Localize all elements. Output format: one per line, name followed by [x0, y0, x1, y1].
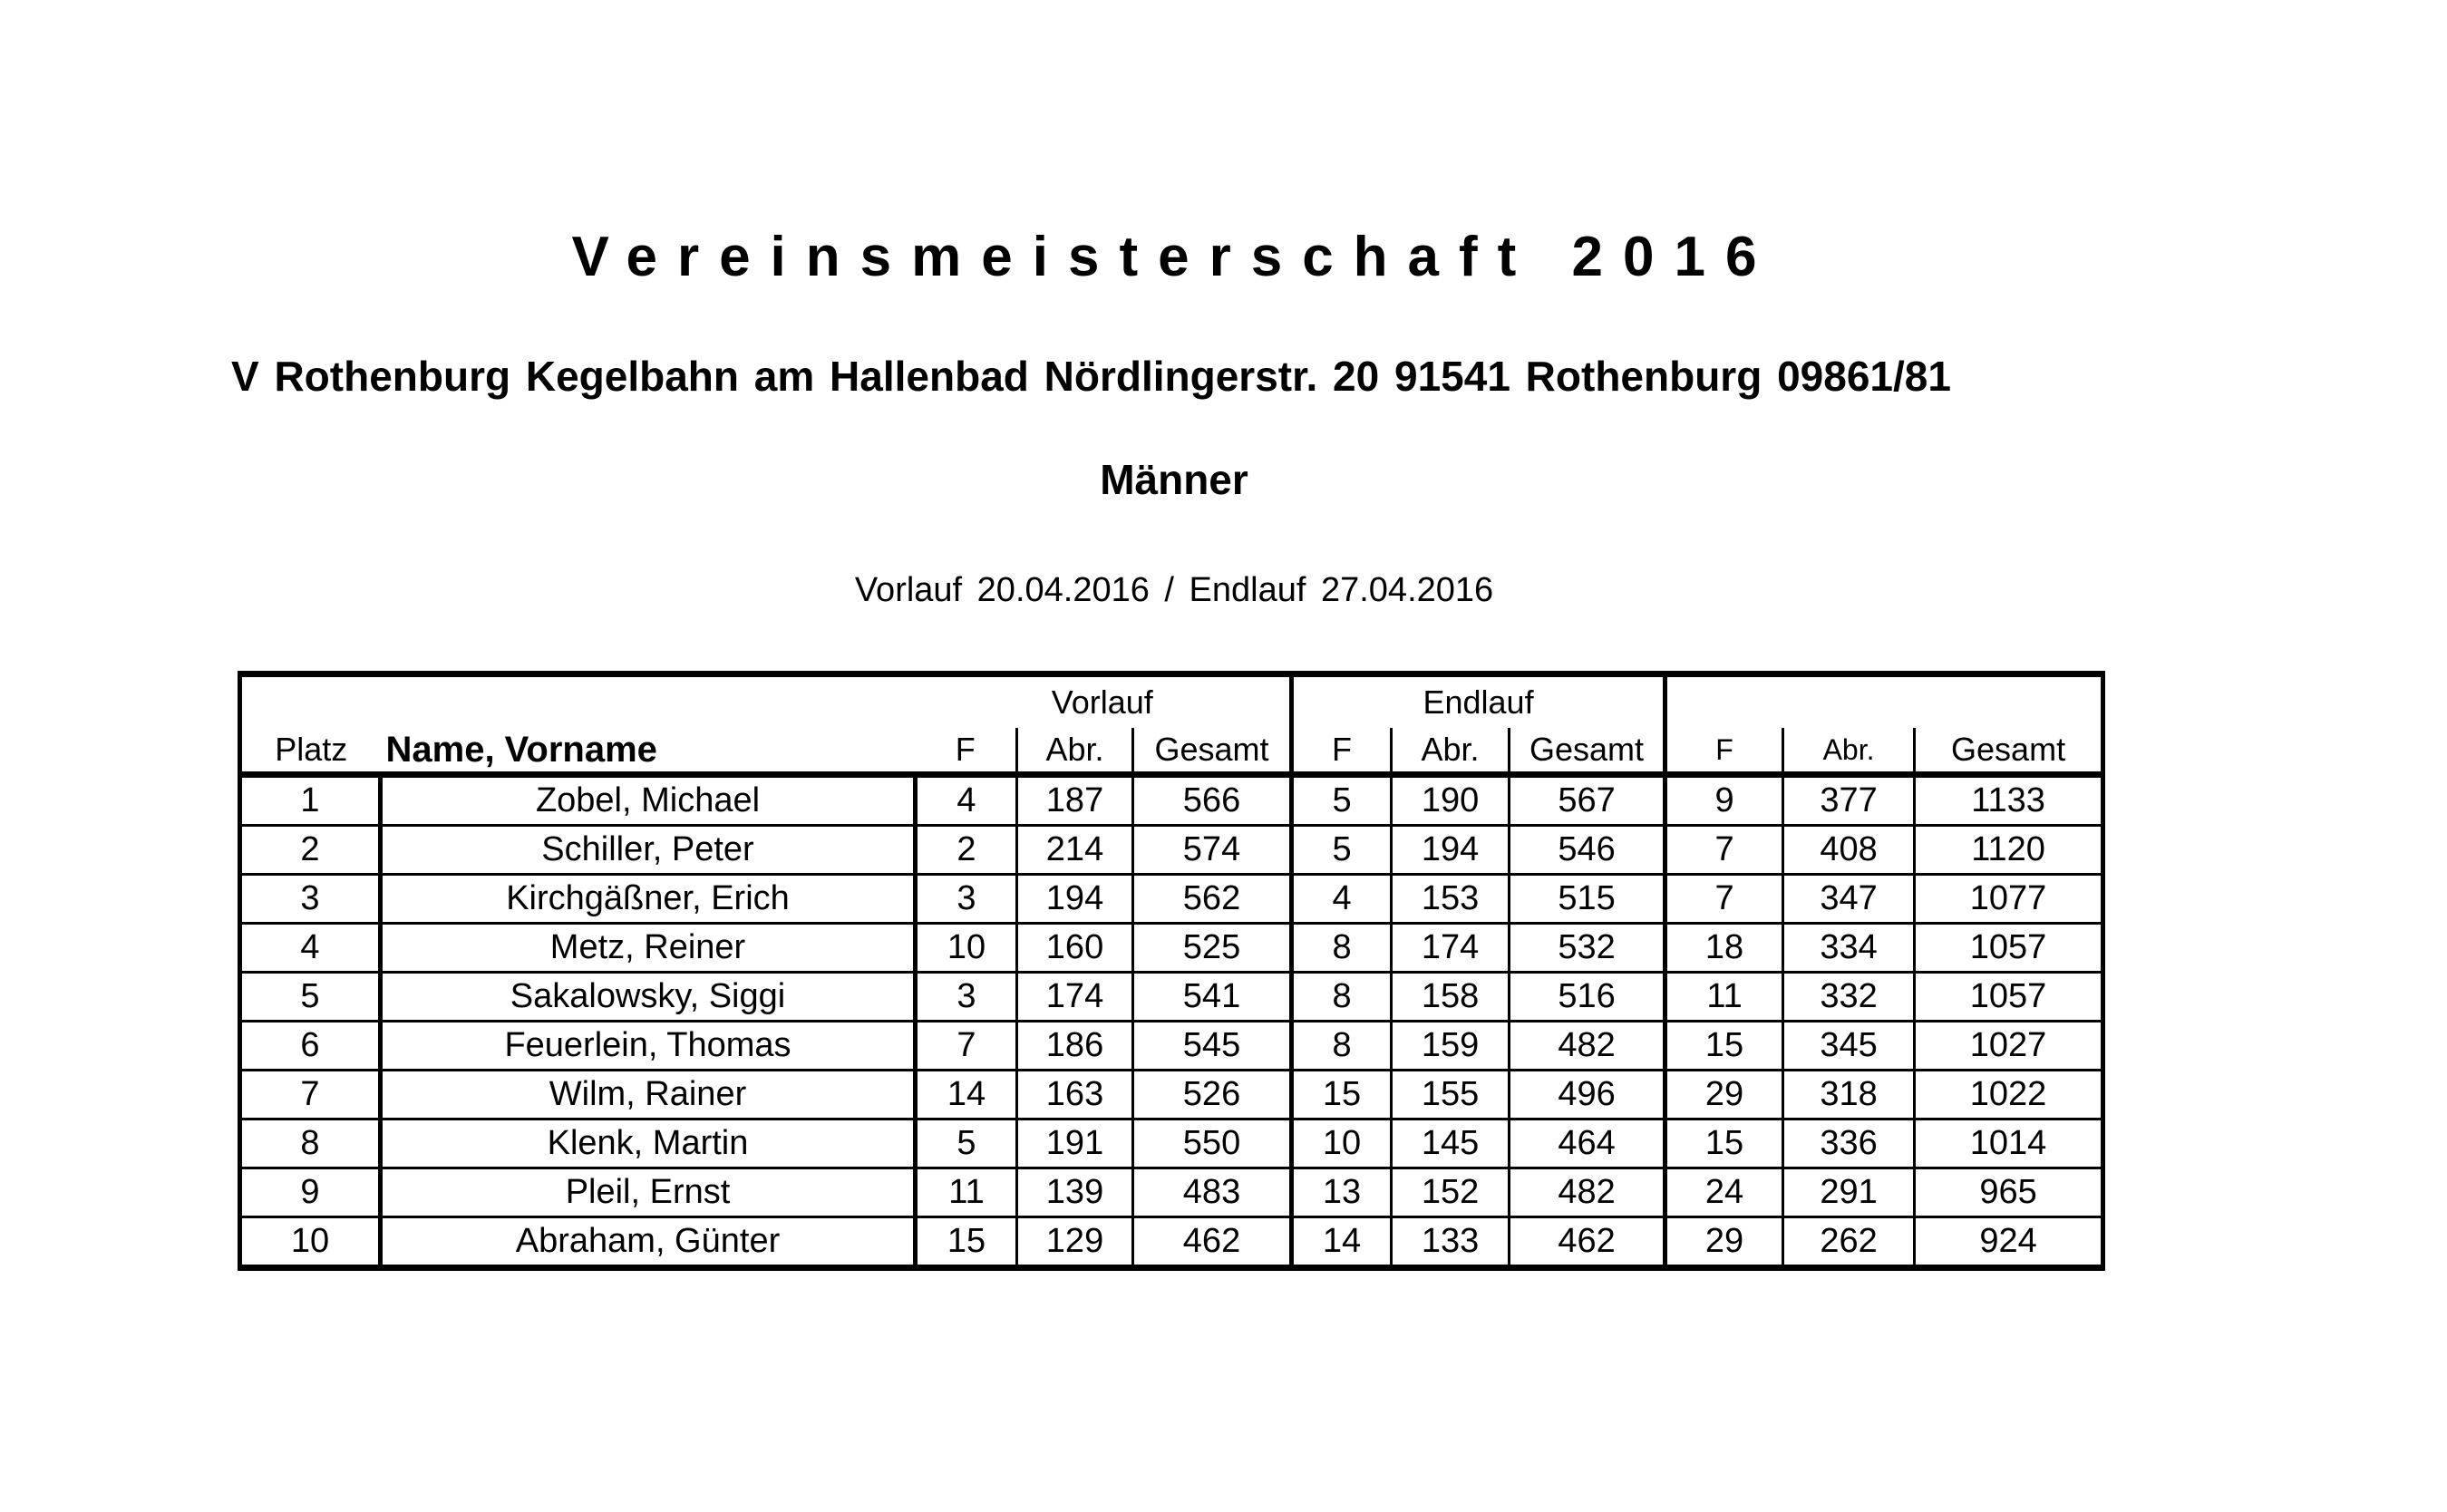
- cell-total-gesamt: 924: [1915, 1217, 2103, 1268]
- cell-endlauf-f: 8: [1292, 924, 1392, 973]
- cell-total-gesamt: 965: [1915, 1168, 2103, 1217]
- table-row: [240, 1168, 2103, 1217]
- cell-vorlauf-gesamt: 483: [1133, 1168, 1292, 1217]
- cell-platz: 1: [240, 775, 381, 826]
- cell-vorlauf-gesamt: 525: [1133, 924, 1292, 973]
- col-header-vorlauf-gesamt: Gesamt: [1133, 728, 1292, 775]
- cell-vorlauf-f: 14: [916, 1071, 1017, 1119]
- cell-name: Zobel, Michael: [381, 775, 916, 826]
- cell-name: Feuerlein, Thomas: [381, 1022, 916, 1071]
- cell-total-f: 11: [1665, 973, 1783, 1022]
- cell-vorlauf-f: 10: [916, 924, 1017, 973]
- cell-endlauf-f: 8: [1292, 973, 1392, 1022]
- cell-platz: 9: [240, 1168, 381, 1217]
- cell-endlauf-gesamt: 515: [1510, 875, 1665, 924]
- cell-platz: 3: [240, 875, 381, 924]
- cell-endlauf-gesamt: 496: [1510, 1071, 1665, 1119]
- cell-vorlauf-gesamt: 526: [1133, 1071, 1292, 1119]
- cell-vorlauf-f: 3: [916, 875, 1017, 924]
- cell-vorlauf-gesamt: 574: [1133, 826, 1292, 875]
- cell-vorlauf-abr: 187: [1017, 775, 1133, 826]
- cell-platz: 8: [240, 1119, 381, 1168]
- cell-vorlauf-gesamt: 566: [1133, 775, 1292, 826]
- table-row: [240, 775, 2103, 826]
- cell-vorlauf-f: 11: [916, 1168, 1017, 1217]
- cell-endlauf-gesamt: 532: [1510, 924, 1665, 973]
- cell-platz: 10: [240, 1217, 381, 1268]
- cell-total-abr: 291: [1783, 1168, 1915, 1217]
- vorlauf-group-header: Vorlauf: [916, 674, 1292, 729]
- column-header-row: [240, 728, 2103, 775]
- cell-vorlauf-f: 5: [916, 1119, 1017, 1168]
- table-row: [240, 826, 2103, 875]
- col-header-endlauf-abr: Abr.: [1392, 728, 1510, 775]
- cell-name: Kirchgäßner, Erich: [381, 875, 916, 924]
- cell-name: Pleil, Ernst: [381, 1168, 916, 1217]
- cell-vorlauf-gesamt: 562: [1133, 875, 1292, 924]
- cell-total-gesamt: 1120: [1915, 826, 2103, 875]
- cell-total-f: 9: [1665, 775, 1783, 826]
- cell-endlauf-abr: 145: [1392, 1119, 1510, 1168]
- cell-platz: 4: [240, 924, 381, 973]
- cell-total-abr: 345: [1783, 1022, 1915, 1071]
- cell-total-f: 29: [1665, 1217, 1783, 1268]
- cell-vorlauf-abr: 129: [1017, 1217, 1133, 1268]
- table-row: [240, 1217, 2103, 1268]
- cell-vorlauf-gesamt: 550: [1133, 1119, 1292, 1168]
- col-header-total-f: F: [1665, 728, 1783, 775]
- table-row: [240, 875, 2103, 924]
- col-header-vorlauf-abr: Abr.: [1017, 728, 1133, 775]
- cell-vorlauf-gesamt: 545: [1133, 1022, 1292, 1071]
- cell-vorlauf-abr: 186: [1017, 1022, 1133, 1071]
- cell-total-abr: 262: [1783, 1217, 1915, 1268]
- cell-endlauf-f: 15: [1292, 1071, 1392, 1119]
- cell-platz: 5: [240, 973, 381, 1022]
- cell-endlauf-abr: 153: [1392, 875, 1510, 924]
- cell-endlauf-gesamt: 464: [1510, 1119, 1665, 1168]
- club-address-line: V Rothenburg Kegelbahn am Hallenbad Nördlingerstr. 20 91541 Rothenburg 09861/81: [231, 353, 1951, 400]
- endlauf-group-header: Endlauf: [1292, 674, 1665, 729]
- cell-vorlauf-abr: 160: [1017, 924, 1133, 973]
- cell-total-abr: 377: [1783, 775, 1915, 826]
- cell-platz: 6: [240, 1022, 381, 1071]
- col-header-platz: Platz: [240, 728, 381, 775]
- cell-total-f: 7: [1665, 826, 1783, 875]
- cell-endlauf-abr: 155: [1392, 1071, 1510, 1119]
- table-row: [240, 973, 2103, 1022]
- cell-total-abr: 347: [1783, 875, 1915, 924]
- table-row: [240, 924, 2103, 973]
- cell-total-f: 7: [1665, 875, 1783, 924]
- cell-endlauf-f: 8: [1292, 1022, 1392, 1071]
- cell-total-f: 18: [1665, 924, 1783, 973]
- cell-endlauf-gesamt: 516: [1510, 973, 1665, 1022]
- cell-platz: 7: [240, 1071, 381, 1119]
- cell-vorlauf-f: 4: [916, 775, 1017, 826]
- document-title: Vereinsmeisterschaft 2016: [571, 226, 1777, 288]
- cell-endlauf-abr: 159: [1392, 1022, 1510, 1071]
- col-header-name: Name, Vorname: [381, 728, 916, 775]
- cell-total-abr: 332: [1783, 973, 1915, 1022]
- cell-total-f: 15: [1665, 1022, 1783, 1071]
- cell-endlauf-gesamt: 567: [1510, 775, 1665, 826]
- cell-name: Sakalowsky, Siggi: [381, 973, 916, 1022]
- cell-name: Metz, Reiner: [381, 924, 916, 973]
- cell-total-gesamt: 1022: [1915, 1071, 2103, 1119]
- cell-total-abr: 318: [1783, 1071, 1915, 1119]
- cell-endlauf-abr: 194: [1392, 826, 1510, 875]
- event-dates: Vorlauf 20.04.2016 / Endlauf 27.04.2016: [854, 571, 1494, 609]
- table-row: [240, 1119, 2103, 1168]
- col-header-total-abr: Abr.: [1783, 728, 1915, 775]
- cell-total-gesamt: 1133: [1915, 775, 2103, 826]
- cell-total-abr: 336: [1783, 1119, 1915, 1168]
- cell-endlauf-f: 14: [1292, 1217, 1392, 1268]
- col-header-vorlauf-f: F: [916, 728, 1017, 775]
- cell-endlauf-gesamt: 482: [1510, 1168, 1665, 1217]
- cell-endlauf-f: 5: [1292, 826, 1392, 875]
- cell-endlauf-gesamt: 546: [1510, 826, 1665, 875]
- col-header-endlauf-f: F: [1292, 728, 1392, 775]
- group-header-row: [240, 674, 2103, 729]
- cell-endlauf-f: 5: [1292, 775, 1392, 826]
- cell-total-gesamt: 1057: [1915, 973, 2103, 1022]
- cell-name: Klenk, Martin: [381, 1119, 916, 1168]
- cell-endlauf-abr: 133: [1392, 1217, 1510, 1268]
- cell-total-abr: 408: [1783, 826, 1915, 875]
- cell-endlauf-abr: 158: [1392, 973, 1510, 1022]
- cell-vorlauf-abr: 214: [1017, 826, 1133, 875]
- cell-endlauf-f: 10: [1292, 1119, 1392, 1168]
- results-table: [238, 671, 2105, 1271]
- cell-total-abr: 334: [1783, 924, 1915, 973]
- cell-total-gesamt: 1077: [1915, 875, 2103, 924]
- results-body: [240, 775, 2103, 1268]
- cell-endlauf-abr: 190: [1392, 775, 1510, 826]
- cell-total-f: 29: [1665, 1071, 1783, 1119]
- cell-endlauf-f: 13: [1292, 1168, 1392, 1217]
- cell-total-gesamt: 1057: [1915, 924, 2103, 973]
- cell-vorlauf-f: 7: [916, 1022, 1017, 1071]
- cell-platz: 2: [240, 826, 381, 875]
- cell-vorlauf-f: 3: [916, 973, 1017, 1022]
- cell-endlauf-abr: 174: [1392, 924, 1510, 973]
- cell-total-f: 15: [1665, 1119, 1783, 1168]
- cell-name: Abraham, Günter: [381, 1217, 916, 1268]
- category-heading: Männer: [1100, 456, 1248, 503]
- cell-vorlauf-gesamt: 462: [1133, 1217, 1292, 1268]
- cell-endlauf-abr: 152: [1392, 1168, 1510, 1217]
- col-header-total-gesamt: Gesamt: [1915, 728, 2103, 775]
- cell-vorlauf-abr: 194: [1017, 875, 1133, 924]
- cell-total-f: 24: [1665, 1168, 1783, 1217]
- table-row: [240, 1071, 2103, 1119]
- cell-total-gesamt: 1027: [1915, 1022, 2103, 1071]
- cell-vorlauf-abr: 139: [1017, 1168, 1133, 1217]
- cell-name: Wilm, Rainer: [381, 1071, 916, 1119]
- cell-endlauf-gesamt: 482: [1510, 1022, 1665, 1071]
- table-row: [240, 1022, 2103, 1071]
- cell-endlauf-f: 4: [1292, 875, 1392, 924]
- cell-total-gesamt: 1014: [1915, 1119, 2103, 1168]
- cell-vorlauf-abr: 163: [1017, 1071, 1133, 1119]
- cell-vorlauf-f: 2: [916, 826, 1017, 875]
- col-header-endlauf-gesamt: Gesamt: [1510, 728, 1665, 775]
- cell-endlauf-gesamt: 462: [1510, 1217, 1665, 1268]
- cell-vorlauf-f: 15: [916, 1217, 1017, 1268]
- cell-vorlauf-gesamt: 541: [1133, 973, 1292, 1022]
- cell-vorlauf-abr: 191: [1017, 1119, 1133, 1168]
- cell-vorlauf-abr: 174: [1017, 973, 1133, 1022]
- cell-name: Schiller, Peter: [381, 826, 916, 875]
